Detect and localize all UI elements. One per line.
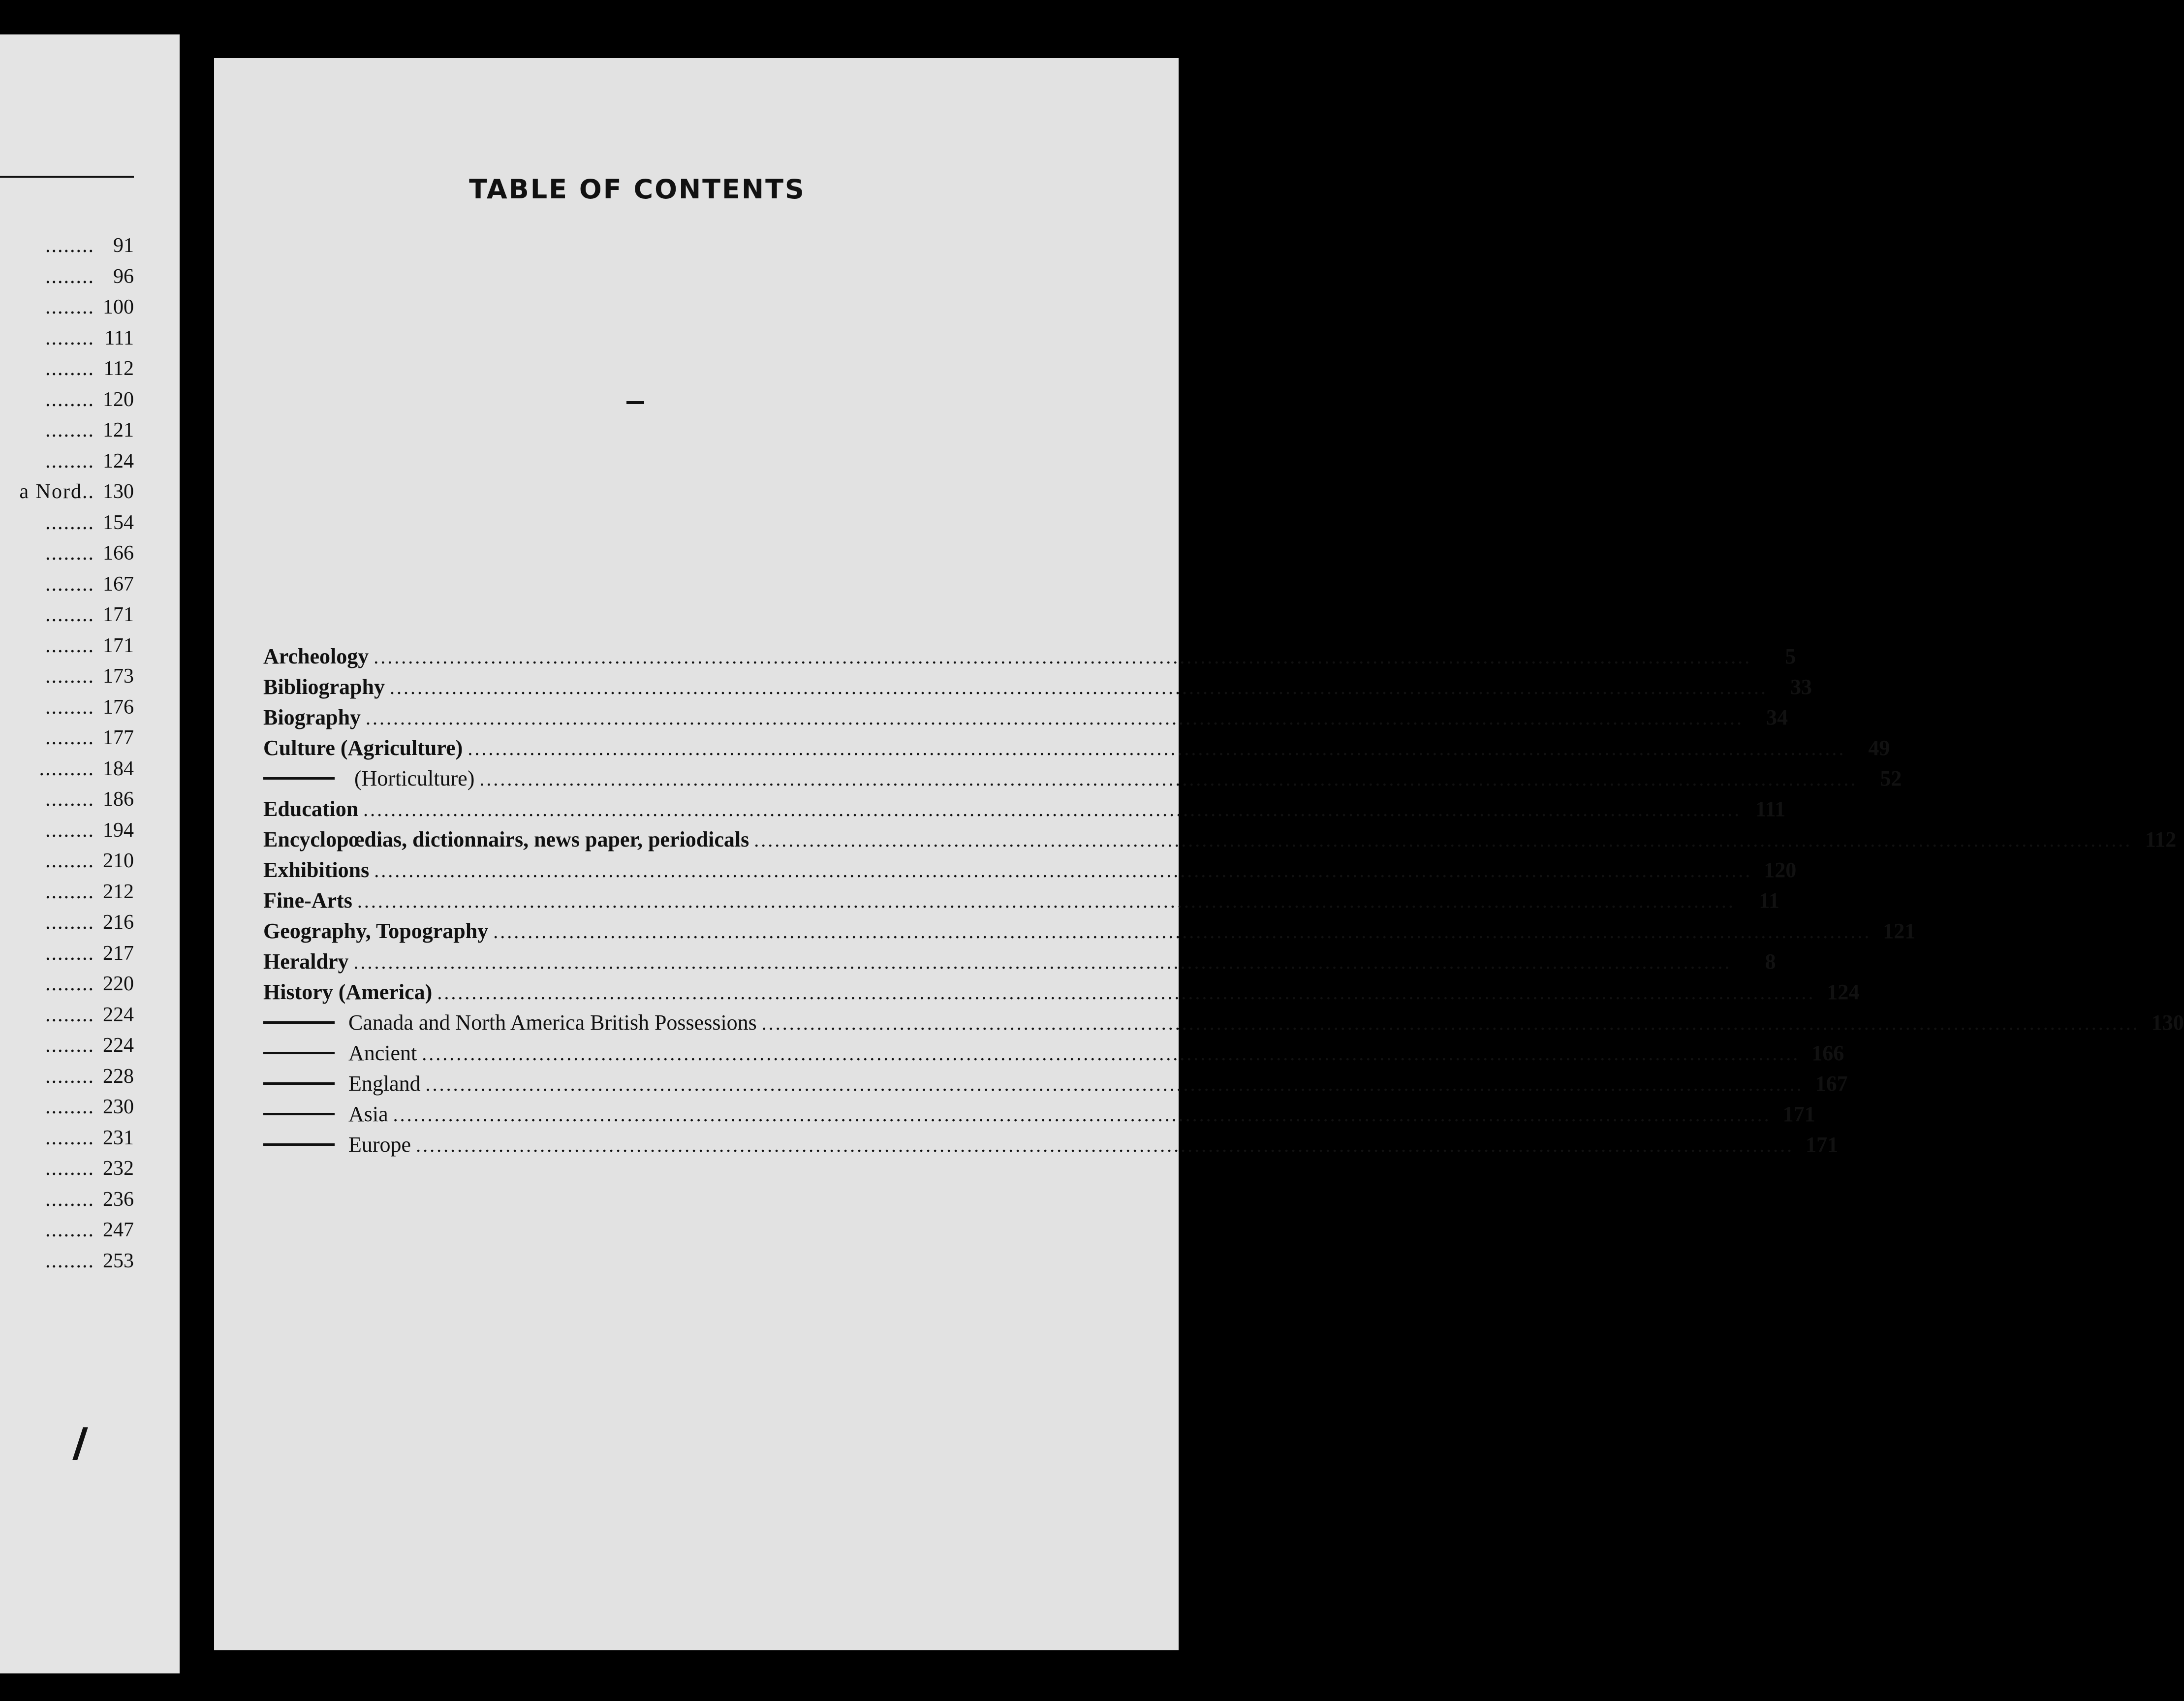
- left-index-line: [45, 880, 134, 904]
- toc-entry-page: 171: [1782, 1102, 1815, 1126]
- toc-entry-label: England: [348, 1071, 421, 1096]
- left-index-line: [45, 511, 134, 535]
- left-index-page: 228: [103, 1065, 134, 1088]
- left-index-label: ........: [45, 696, 94, 719]
- ink-mark: [72, 1427, 88, 1460]
- dot-leader: ........................................................................................................................................................................................................: [389, 676, 1768, 698]
- left-index-page: 236: [103, 1188, 134, 1211]
- toc-entry-label: Europe: [348, 1133, 411, 1157]
- left-index-line: [45, 541, 134, 565]
- dot-leader: ........................................................................................................................................................................................................: [425, 1073, 1804, 1095]
- left-index-page: 96: [113, 265, 134, 288]
- left-index-label: ........: [45, 726, 94, 749]
- title-dash: [626, 401, 644, 404]
- dot-leader: ........................................................................................................................................................................................................: [366, 707, 1744, 729]
- left-index-label: ........: [45, 511, 94, 534]
- left-index-line: [45, 603, 134, 627]
- left-index-label: ........: [45, 1250, 94, 1272]
- left-index-label: ........: [45, 881, 94, 903]
- toc-entry: [263, 735, 1890, 765]
- left-index-line: [45, 726, 134, 750]
- left-index-page: 212: [103, 881, 134, 903]
- left-index-line: [45, 634, 134, 658]
- left-index-page: 171: [103, 603, 134, 626]
- left-index-label: a Nord..: [19, 480, 94, 503]
- dot-leader: ........................................................................................................................................................................................................: [416, 1134, 1794, 1156]
- left-index-page: 253: [103, 1250, 134, 1272]
- left-index-page: 167: [103, 573, 134, 596]
- left-index-page: 100: [103, 296, 134, 318]
- left-index-label: .........: [39, 757, 94, 780]
- left-index-label: ........: [45, 1034, 94, 1057]
- toc-entry: [263, 1040, 1844, 1070]
- left-index-label: ........: [45, 942, 94, 965]
- left-index-page: 120: [103, 388, 134, 411]
- left-index-page: 220: [103, 973, 134, 995]
- toc-entry-label: Heraldry: [263, 949, 349, 974]
- toc-entry: [263, 1071, 1848, 1101]
- left-index-line: [45, 449, 134, 473]
- toc-entry: [263, 827, 2177, 856]
- left-index-line: [45, 265, 134, 288]
- toc-entry-page: 166: [1811, 1041, 1844, 1065]
- dot-leader: ........................................................................................................................................................................................................: [493, 920, 1872, 943]
- left-index-line: [45, 1065, 134, 1088]
- dot-leader: ........................................................................................................................................................................................................: [761, 1012, 2140, 1034]
- left-index-page: 216: [103, 911, 134, 934]
- toc-entry-page: 124: [1827, 980, 1860, 1004]
- left-index-page: 232: [103, 1157, 134, 1180]
- left-index-line: [45, 1249, 134, 1273]
- toc-entry-page: 34: [1766, 705, 1788, 729]
- toc-entry-label: Asia: [348, 1102, 388, 1126]
- left-index-line: [45, 788, 134, 811]
- left-index-line: [45, 819, 134, 842]
- toc-entry-page: 130: [2151, 1010, 2184, 1035]
- left-index-label: ........: [45, 234, 94, 257]
- left-index-line: [45, 849, 134, 873]
- left-index-page: 230: [103, 1096, 134, 1118]
- left-index-line: [45, 942, 134, 965]
- left-index-label: ........: [45, 603, 94, 626]
- toc-entry-page: 171: [1806, 1133, 1839, 1157]
- dot-leader: ........................................................................................................................................................................................................: [422, 1042, 1800, 1065]
- left-index-line: [45, 1188, 134, 1211]
- toc-entry-label: Exhibitions: [263, 858, 370, 882]
- left-index-page: 124: [103, 450, 134, 472]
- page-title: TABLE OF CONTENTS: [469, 174, 806, 205]
- toc-entry: [263, 796, 1786, 826]
- toc-entry: [263, 766, 1902, 795]
- left-index-line: [45, 357, 134, 380]
- left-index-label: ........: [45, 265, 94, 288]
- toc-entry-page: 111: [1755, 797, 1786, 821]
- left-index-label: ........: [45, 911, 94, 934]
- dot-leader: ........................................................................................................................................................................................................: [479, 768, 1858, 790]
- left-index-page: 173: [103, 665, 134, 688]
- toc-entry-label: (Horticulture): [354, 766, 475, 790]
- ditto-rule: [263, 1052, 335, 1054]
- left-index-line: [45, 326, 134, 350]
- left-index-label: ........: [45, 450, 94, 472]
- toc-entry: [263, 1102, 1815, 1131]
- left-index-page: 112: [103, 357, 134, 380]
- left-index-line: [45, 1003, 134, 1027]
- left-index-label: ........: [45, 542, 94, 565]
- left-index-line: [45, 388, 134, 411]
- toc-entry-label: Fine-Arts: [263, 888, 352, 913]
- toc-entry-page: 167: [1815, 1071, 1848, 1096]
- left-index-page: 217: [103, 942, 134, 965]
- toc-entry: [263, 674, 1812, 704]
- toc-entry-label: Canada and North America British Possessions: [348, 1010, 757, 1035]
- dot-leader: ........................................................................................................................................................................................................: [468, 737, 1846, 759]
- left-index-label: ........: [45, 573, 94, 596]
- dot-leader: ........................................................................................................................................................................................................: [393, 1103, 1771, 1126]
- left-index-page: 194: [103, 819, 134, 842]
- toc-entry-label: Culture (Agriculture): [263, 736, 463, 760]
- left-index-page: 130: [103, 480, 134, 503]
- toc-entry: [263, 857, 1797, 887]
- toc-entry-page: 11: [1759, 888, 1779, 913]
- toc-entry: [263, 979, 1860, 1009]
- left-index-label: ........: [45, 973, 94, 995]
- left-index-label: ........: [45, 327, 94, 349]
- left-index-line: [45, 695, 134, 719]
- left-index-page: 171: [103, 634, 134, 657]
- left-index-label: ........: [45, 850, 94, 872]
- toc-entry-page: 120: [1764, 858, 1797, 882]
- left-index-page: 111: [104, 327, 134, 349]
- toc-entry-label: Bibliography: [263, 675, 385, 699]
- toc-entry: [263, 644, 1796, 673]
- dot-leader: ........................................................................................................................................................................................................: [374, 646, 1752, 668]
- left-index-page: 247: [103, 1219, 134, 1241]
- left-index-page: 184: [103, 757, 134, 780]
- left-index-line: [45, 572, 134, 596]
- ditto-rule: [263, 1113, 335, 1115]
- left-index-label: ........: [45, 1065, 94, 1088]
- dot-leader: ........................................................................................................................................................................................................: [374, 859, 1752, 882]
- left-index-label: ........: [45, 1188, 94, 1211]
- left-index-page: 224: [103, 1004, 134, 1026]
- toc-entry: [263, 705, 1788, 734]
- left-index-page: 177: [103, 726, 134, 749]
- toc-entry-label: Biography: [263, 705, 361, 729]
- left-index-line: [45, 1157, 134, 1180]
- left-index-line: [39, 757, 134, 781]
- left-index-label: ........: [45, 819, 94, 842]
- toc-entry-label: History (America): [263, 980, 433, 1004]
- left-index-page: 186: [103, 788, 134, 811]
- ditto-rule: [263, 1021, 335, 1024]
- toc-entry-label: Ancient: [348, 1041, 417, 1065]
- toc-entry-page: 5: [1785, 644, 1796, 668]
- dot-leader: ........................................................................................................................................................................................................: [754, 829, 2132, 851]
- toc-entry-label: Geography, Topography: [263, 919, 489, 943]
- toc-entry-page: 52: [1880, 766, 1902, 790]
- left-index-label: ........: [45, 388, 94, 411]
- left-index-line: [45, 295, 134, 319]
- left-index-line: [45, 911, 134, 934]
- left-index-page: 210: [103, 850, 134, 872]
- left-index-label: ........: [45, 357, 94, 380]
- left-index-label: ........: [45, 419, 94, 441]
- left-index-line: [45, 664, 134, 688]
- left-index-line: [45, 418, 134, 442]
- left-index-label: ........: [45, 788, 94, 811]
- left-index-label: ........: [45, 296, 94, 318]
- left-index-line: [45, 1126, 134, 1150]
- toc-entry: [263, 949, 1776, 978]
- left-page: [0, 34, 180, 1673]
- toc-entry-label: Encyclopœdias, dictionnairs, news paper, periodicals: [263, 827, 749, 851]
- dot-leader: ........................................................................................................................................................................................................: [437, 981, 1815, 1004]
- left-index-label: ........: [45, 665, 94, 688]
- right-page: [214, 58, 2184, 1650]
- left-index-line: [45, 234, 134, 257]
- dot-leader: ........................................................................................................................................................................................................: [363, 798, 1742, 820]
- left-index-line: [45, 1218, 134, 1242]
- toc-entry: [263, 918, 1916, 948]
- left-index-page: 176: [103, 696, 134, 719]
- left-index-label: ........: [45, 1004, 94, 1026]
- toc-entry-page: 33: [1790, 675, 1812, 699]
- dot-leader: ........................................................................................................................................................................................................: [353, 951, 1732, 973]
- left-index-page: 121: [103, 419, 134, 441]
- left-index-line: [45, 1095, 134, 1119]
- left-index-page: 224: [103, 1034, 134, 1057]
- left-index-label: ........: [45, 1157, 94, 1180]
- left-index-label: ........: [45, 1127, 94, 1149]
- toc-entry: [263, 888, 1779, 917]
- left-index-page: 154: [103, 511, 134, 534]
- toc-entry: [263, 1132, 1839, 1162]
- left-index-line: [20, 480, 134, 504]
- toc-entry-page: 49: [1868, 736, 1890, 760]
- left-index-page: 166: [103, 542, 134, 565]
- toc-entry-page: 121: [1883, 919, 1916, 943]
- left-index-line: [45, 972, 134, 996]
- left-index-label: ........: [45, 1219, 94, 1241]
- toc-entry-page: 112: [2145, 827, 2177, 851]
- toc-entry-label: Archeology: [263, 644, 369, 668]
- left-index-label: ........: [45, 1096, 94, 1118]
- left-index-line: [45, 1034, 134, 1057]
- left-index-page: 91: [113, 234, 134, 257]
- ditto-rule: [263, 1082, 335, 1085]
- dot-leader: ........................................................................................................................................................................................................: [357, 890, 1735, 912]
- toc-entry: [263, 1010, 2184, 1040]
- left-page-rule: [0, 176, 134, 178]
- ditto-rule: [263, 1143, 335, 1146]
- left-index-page: 231: [103, 1127, 134, 1149]
- ditto-rule: [263, 777, 335, 780]
- toc-entry-page: 8: [1765, 949, 1776, 974]
- left-index-label: ........: [45, 634, 94, 657]
- toc-entry-label: Education: [263, 797, 359, 821]
